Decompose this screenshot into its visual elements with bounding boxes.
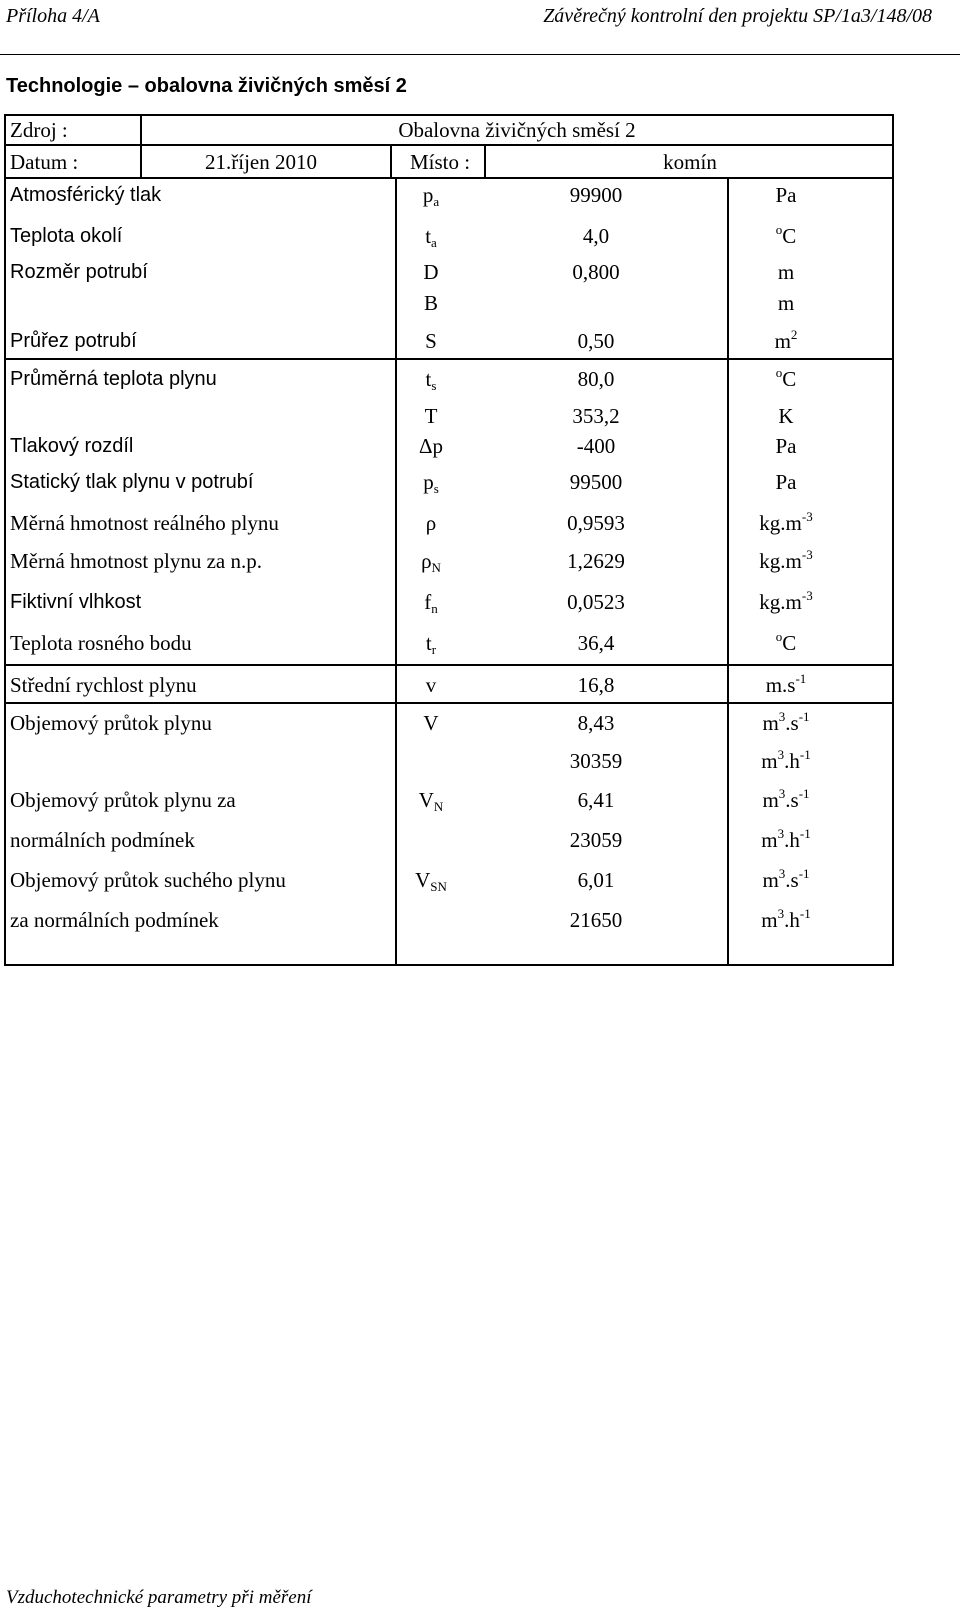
param-label: Objemový průtok suchého plynu <box>10 868 286 892</box>
param-unit: Pa <box>775 470 797 494</box>
source-value: Obalovna živičných směsí 2 <box>398 118 636 142</box>
param-unit: $^o$C <box>775 629 797 655</box>
table-rule <box>4 664 894 666</box>
param-unit: $m^3.s^{-1}$ <box>762 786 810 812</box>
param-label: Měrná hmotnost reálného plynu <box>10 511 279 535</box>
param-value: 8,43 <box>577 711 615 735</box>
param-unit: $m^3.s^{-1}$ <box>762 866 810 892</box>
param-label: Rozměr potrubí <box>10 261 148 283</box>
header-divider <box>0 54 960 55</box>
param-value: 36,4 <box>577 631 615 655</box>
param-value: 30359 <box>569 749 623 773</box>
param-symbol: D <box>423 260 439 284</box>
param-value: 0,50 <box>577 329 615 353</box>
param-symbol: Δp <box>418 434 444 458</box>
param-label: normálních podmínek <box>10 828 195 852</box>
param-symbol: B <box>423 291 439 315</box>
param-symbol: $\rho_N$ <box>421 549 441 575</box>
param-label: Měrná hmotnost plynu za n.p. <box>10 549 262 573</box>
param-unit: m <box>777 291 795 315</box>
param-value: 80,0 <box>577 367 615 391</box>
param-symbol: $t_s$ <box>425 367 437 393</box>
param-symbol: $V_N$ <box>418 788 444 814</box>
param-value: 0,800 <box>572 260 620 284</box>
param-symbol: $t_a$ <box>425 224 437 250</box>
param-value: 23059 <box>569 828 623 852</box>
param-label: Teplota rosného bodu <box>10 631 192 655</box>
place-value: komín <box>663 150 717 174</box>
param-unit: $^o$C <box>775 365 797 391</box>
param-symbol: $t_r$ <box>425 631 437 657</box>
param-symbol: $f_n$ <box>424 590 438 616</box>
param-symbol: $p_a$ <box>422 183 440 209</box>
page-title: Technologie – obalovna živičných směsí 2 <box>6 75 407 97</box>
param-unit: m <box>777 260 795 284</box>
param-unit: K <box>778 404 794 428</box>
header-right: Závěrečný kontrolní den projektu SP/1a3/148/08 <box>543 5 932 27</box>
param-value: 21650 <box>569 908 623 932</box>
param-label: Střední rychlost plynu <box>10 673 197 697</box>
param-symbol: ρ <box>425 511 437 535</box>
param-label: Průřez potrubí <box>10 330 137 352</box>
param-unit: $kg.m^{-3}$ <box>759 588 813 614</box>
source-label: Zdroj : <box>10 118 68 142</box>
param-label: za normálních podmínek <box>10 908 219 932</box>
param-unit: $kg.m^{-3}$ <box>759 547 813 573</box>
param-value: 6,41 <box>577 788 615 812</box>
param-label: Tlakový rozdíl <box>10 435 134 457</box>
param-unit: Pa <box>775 434 797 458</box>
param-label: Objemový průtok plynu za <box>10 788 236 812</box>
param-value: 99900 <box>569 183 623 207</box>
param-unit: $kg.m^{-3}$ <box>759 509 813 535</box>
param-value: 16,8 <box>577 673 615 697</box>
table-rule <box>4 702 894 704</box>
param-value: 0,9593 <box>567 511 625 535</box>
table-rule <box>390 144 392 177</box>
param-label: Statický tlak plynu v potrubí <box>10 471 254 493</box>
param-value: -400 <box>576 434 616 458</box>
param-symbol: $p_s$ <box>423 470 439 496</box>
param-symbol: T <box>424 404 438 428</box>
date-value: 21.říjen 2010 <box>205 150 317 174</box>
param-value: 353,2 <box>572 404 620 428</box>
param-label: Atmosférický tlak <box>10 184 162 206</box>
param-unit: $m^3.h^{-1}$ <box>761 747 811 773</box>
param-unit: $m^3.h^{-1}$ <box>761 906 811 932</box>
footer: Vzduchotechnické parametry při měření <box>6 1587 312 1608</box>
param-symbol: $V_{SN}$ <box>415 868 447 894</box>
table-rule <box>395 177 397 966</box>
table-rule <box>140 114 142 178</box>
param-value: 0,0523 <box>567 590 625 614</box>
param-unit: $m^2$ <box>774 327 798 353</box>
param-label: Průměrná teplota plynu <box>10 368 217 390</box>
param-unit: $^o$C <box>775 222 797 248</box>
param-label: Fiktivní vlhkost <box>10 591 142 613</box>
date-label: Datum : <box>10 150 79 174</box>
param-value: 6,01 <box>577 868 615 892</box>
table-rule <box>727 177 729 966</box>
param-unit: Pa <box>775 183 797 207</box>
param-label: Teplota okolí <box>10 225 123 247</box>
param-unit: $m.s^{-1}$ <box>765 671 807 697</box>
param-value: 99500 <box>569 470 623 494</box>
table-rule <box>4 358 894 360</box>
param-unit: $m^3.s^{-1}$ <box>762 709 810 735</box>
param-symbol: V <box>423 711 439 735</box>
param-symbol: S <box>425 329 437 353</box>
param-value: 4,0 <box>582 224 610 248</box>
table-rule <box>4 144 894 146</box>
param-symbol: v <box>425 673 437 697</box>
place-label: Místo : <box>410 150 471 174</box>
table-rule <box>484 144 486 177</box>
param-unit: $m^3.h^{-1}$ <box>761 826 811 852</box>
header-left: Příloha 4/A <box>6 5 100 27</box>
param-label: Objemový průtok plynu <box>10 711 212 735</box>
param-value: 1,2629 <box>567 549 625 573</box>
table-rule <box>4 177 894 179</box>
